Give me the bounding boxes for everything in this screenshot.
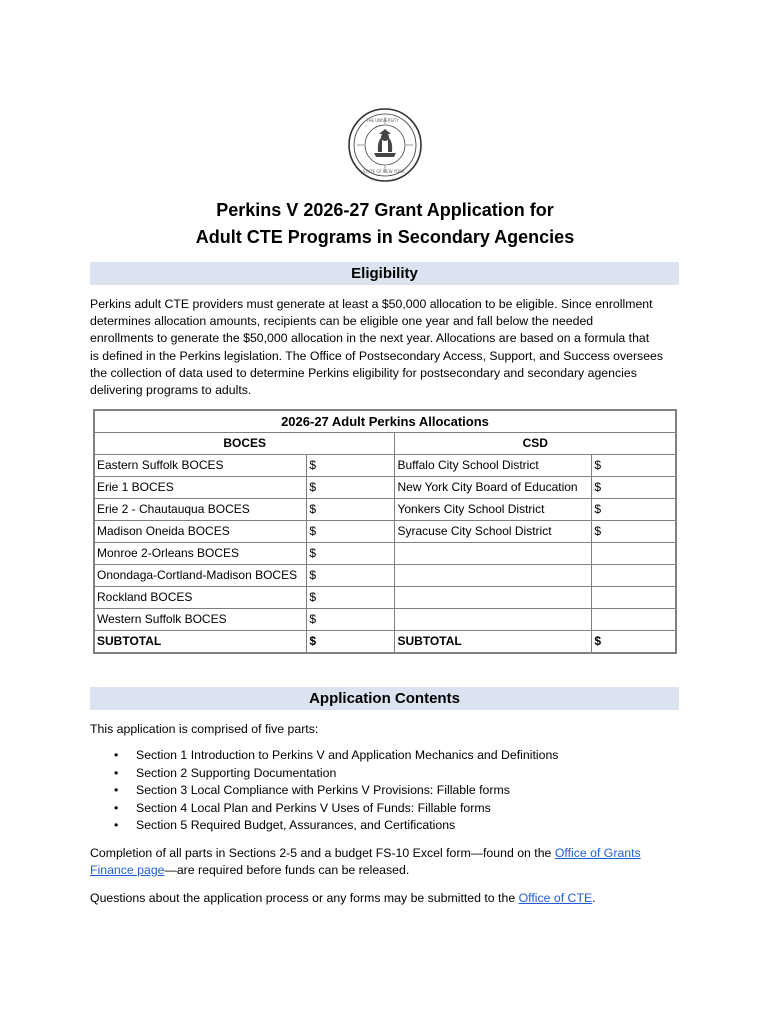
table-row [94, 565, 676, 587]
csd-column-header: CSD [395, 433, 676, 455]
csd-amount-cell[interactable]: $ [592, 455, 676, 477]
grants-finance-link-part-2[interactable]: Finance page [90, 863, 165, 878]
csd-subtotal-amount[interactable]: $ [592, 631, 676, 654]
csd-name [395, 609, 592, 631]
svg-text:STATE OF NEW YORK: STATE OF NEW YORK [363, 169, 405, 174]
eligibility-line: enrollments to generate the $50,000 allocation in the next year. Allocations are based on a formula that [90, 331, 650, 346]
boces-column-header: BOCES [94, 433, 395, 455]
table-row [94, 521, 676, 543]
boces-subtotal-amount[interactable]: $ [307, 631, 395, 654]
questions-text: Questions about the application process or any forms may be submitted to the [90, 891, 519, 905]
boces-subtotal-label: SUBTOTAL [94, 631, 307, 654]
csd-amount-cell [592, 587, 676, 609]
boces-name: Onondaga-Cortland-Madison BOCES [94, 565, 307, 587]
completion-text-end: —are required before funds can be released. [164, 863, 410, 878]
allocations-caption: 2026-27 Adult Perkins Allocations [94, 410, 676, 433]
boces-name: Western Suffolk BOCES [94, 609, 307, 631]
grants-finance-link-part-1[interactable]: Office of Grants [554, 846, 641, 860]
list-item [90, 747, 558, 765]
list-item [90, 782, 558, 800]
part-label: Section 1 Introduction to Perkins V and Application Mechanics and Definitions [136, 748, 559, 762]
csd-amount-cell[interactable]: $ [592, 499, 676, 521]
csd-name [395, 543, 592, 565]
eligibility-line: determines allocation amounts, recipients can be eligible one year and fall below the needed [90, 314, 594, 329]
table-row [94, 455, 676, 477]
completion-text: Completion of all parts in Sections 2-5 and a budget FS-10 Excel form—found on the [90, 846, 555, 860]
part-label: Section 5 Required Budget, Assurances, and Certifications [136, 818, 456, 832]
csd-amount-cell [592, 565, 676, 587]
csd-name: Buffalo City School District [395, 455, 592, 477]
table-row [94, 499, 676, 521]
csd-amount-cell[interactable]: $ [592, 477, 676, 499]
csd-amount-cell [592, 609, 676, 631]
part-label: Section 2 Supporting Documentation [136, 765, 337, 780]
boces-amount-cell[interactable]: $ [307, 543, 395, 565]
bullet-icon: • [114, 748, 119, 762]
eligibility-heading: Eligibility [90, 262, 679, 285]
state-seal-logo [347, 107, 423, 183]
table-row [94, 543, 676, 565]
boces-amount-cell[interactable]: $ [307, 609, 395, 631]
csd-name: Syracuse City School District [395, 521, 592, 543]
questions-text-end: . [592, 891, 596, 905]
allocations-table [93, 409, 677, 654]
boces-amount-cell[interactable]: $ [307, 455, 395, 477]
csd-name [395, 565, 592, 587]
boces-amount-cell[interactable]: $ [307, 477, 395, 499]
boces-amount-cell[interactable]: $ [307, 565, 395, 587]
list-item [90, 765, 558, 783]
eligibility-line: Perkins adult CTE providers must generate at least a $50,000 allocation to be eligible. Since enrollment [90, 297, 653, 311]
document-title-line-2: Adult CTE Programs in Secondary Agencies [195, 227, 575, 247]
eligibility-line: the collection of data used to determine Perkins eligibility for postsecondary and secondary agencies [90, 365, 637, 380]
boces-name: Rockland BOCES [94, 587, 307, 609]
part-label: Section 3 Local Compliance with Perkins V Provisions: Fillable forms [136, 783, 510, 797]
parts-list [90, 747, 558, 835]
bullet-icon: • [114, 783, 119, 797]
list-item [90, 800, 558, 818]
application-contents-heading: Application Contents [90, 687, 679, 710]
boces-name: Madison Oneida BOCES [94, 521, 307, 543]
csd-subtotal-label: SUBTOTAL [395, 631, 592, 654]
contents-intro: This application is comprised of five parts: [90, 722, 319, 736]
boces-amount-cell[interactable]: $ [307, 499, 395, 521]
eligibility-line: is defined in the Perkins legislation. The Office of Postsecondary Access, Support, and Success oversees [90, 348, 664, 363]
csd-name: Yonkers City School District [395, 499, 592, 521]
boces-amount-cell[interactable]: $ [307, 587, 395, 609]
table-row [94, 609, 676, 631]
questions-paragraph [90, 890, 680, 907]
document-title-line-1: Perkins V 2026-27 Grant Application for [216, 200, 554, 220]
bullet-icon: • [114, 765, 119, 780]
table-row [94, 477, 676, 499]
office-of-cte-link[interactable]: Office of CTE [518, 891, 593, 905]
bullet-icon: • [114, 800, 119, 815]
boces-name: Erie 1 BOCES [94, 477, 307, 499]
boces-name: Monroe 2-Orleans BOCES [94, 543, 307, 565]
table-row [94, 587, 676, 609]
csd-name: New York City Board of Education [395, 477, 592, 499]
csd-amount-cell [592, 543, 676, 565]
list-item [90, 817, 558, 835]
boces-name: Erie 2 - Chautauqua BOCES [94, 499, 307, 521]
boces-name: Eastern Suffolk BOCES [94, 455, 307, 477]
subtotal-row [94, 631, 676, 654]
csd-amount-cell[interactable]: $ [592, 521, 676, 543]
part-label: Section 4 Local Plan and Perkins V Uses of Funds: Fillable forms [136, 800, 491, 815]
csd-name [395, 587, 592, 609]
eligibility-paragraph [90, 296, 680, 399]
bullet-icon: • [114, 818, 119, 832]
boces-amount-cell[interactable]: $ [307, 521, 395, 543]
completion-paragraph [90, 845, 680, 879]
svg-text:THE UNIVERSITY: THE UNIVERSITY [366, 118, 399, 123]
eligibility-line: delivering programs to adults. [90, 383, 252, 398]
